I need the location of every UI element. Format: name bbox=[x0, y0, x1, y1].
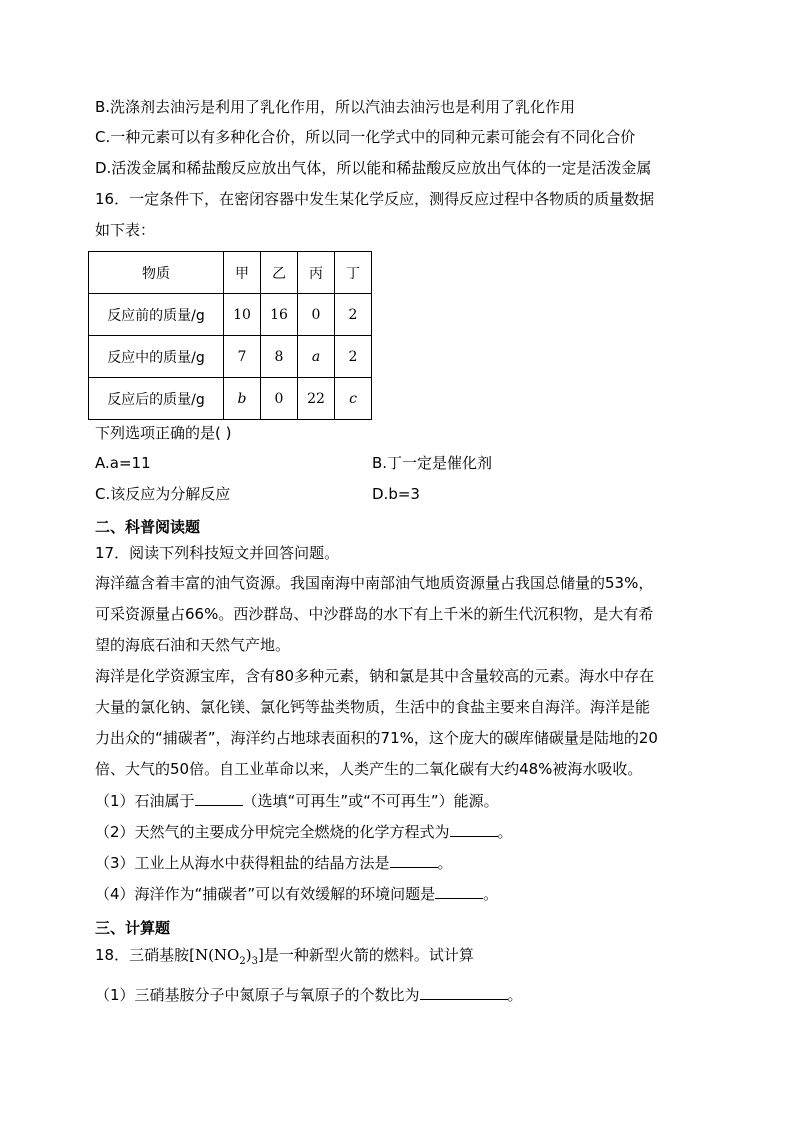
table-row bbox=[89, 378, 372, 420]
table-cell: 反应中的质量/g bbox=[89, 336, 224, 378]
table-cell: 反应后的质量/g bbox=[89, 378, 224, 420]
q17-sub4 bbox=[95, 883, 498, 904]
table-cell: 2 bbox=[335, 336, 372, 378]
q16-option-c: C.该反应为分解反应 bbox=[95, 485, 231, 503]
q17-sub3-text-end: 。 bbox=[437, 854, 453, 872]
q15-option-b: B.洗涤剂去油污是利用了乳化作用，所以汽油去油污也是利用了乳化作用 bbox=[95, 98, 576, 116]
formula-subscript: 3 bbox=[251, 956, 258, 967]
q16-mass-table bbox=[88, 251, 372, 420]
q17-sub1 bbox=[95, 790, 499, 811]
table-cell: 0 bbox=[298, 294, 335, 336]
table-cell: 22 bbox=[298, 378, 335, 420]
q17-sub1-text: （1）石油属于 bbox=[95, 792, 195, 810]
q17-sub2-text-end: 。 bbox=[497, 823, 513, 841]
q16-option-d: D.b=3 bbox=[372, 485, 420, 503]
q17-sub2-text: （2）天然气的主要成分甲烷完全燃烧的化学方程式为 bbox=[95, 823, 450, 841]
formula-subscript: 2 bbox=[239, 956, 246, 967]
table-header: 甲 bbox=[224, 252, 261, 294]
table-header: 丙 bbox=[298, 252, 335, 294]
q17-passage-line: 大量的氯化钠、氯化镁、氯化钙等盐类物质，生活中的食盐主要来自海洋。海洋是能 bbox=[95, 698, 651, 716]
q15-option-c: C.一种元素可以有多种化合价，所以同一化学式中的同种元素可能会有不同化合价 bbox=[95, 128, 636, 146]
table-cell: 16 bbox=[261, 294, 298, 336]
table-header-row bbox=[89, 252, 372, 294]
formula-part: ) bbox=[245, 946, 252, 964]
table-cell: 10 bbox=[224, 294, 261, 336]
chemical-formula bbox=[194, 946, 258, 967]
q17-passage-line: 可采资源量占66%。西沙群岛、中沙群岛的水下有上千米的新生代沉积物，是大有希 bbox=[95, 605, 654, 623]
q16-stem-line2: 如下表： bbox=[95, 221, 156, 239]
q15-option-d: D.活泼金属和稀盐酸反应放出气体，所以能和稀盐酸反应放出气体的一定是活泼金属 bbox=[95, 159, 652, 177]
q18-sub1-text-end: 。 bbox=[507, 986, 523, 1004]
table-cell: 2 bbox=[335, 294, 372, 336]
q16-prompt: 下列选项正确的是( ) bbox=[95, 424, 232, 442]
q16-option-a: A.a=11 bbox=[95, 454, 151, 472]
q17-sub3 bbox=[95, 852, 453, 873]
table-cell: 8 bbox=[261, 336, 298, 378]
q17-passage-line: 海洋蕴含着丰富的油气资源。我国南海中南部油气地质资源量占我国总储量的53%， bbox=[95, 574, 654, 592]
answer-blank[interactable] bbox=[435, 883, 483, 899]
q18-sub1-text: （1）三硝基胺分子中氮原子与氧原子的个数比为 bbox=[95, 986, 420, 1004]
q17-sub4-text: （4）海洋作为“捕碳者”可以有效缓解的环境问题是 bbox=[95, 885, 436, 903]
answer-blank[interactable] bbox=[450, 821, 498, 837]
q16-stem-line1: 16．一定条件下，在密闭容器中发生某化学反应，测得反应过程中各物质的质量数据 bbox=[95, 190, 655, 208]
answer-blank[interactable] bbox=[195, 790, 243, 806]
table-row bbox=[89, 336, 372, 378]
q17-sub1-text-end: （选填“可再生”或“不可再生”）能源。 bbox=[242, 792, 499, 810]
table-cell: 7 bbox=[224, 336, 261, 378]
table-cell: c bbox=[335, 378, 372, 420]
q17-passage-line: 倍、大气的50倍。自工业革命以来，人类产生的二氧化碳有大约48%被海水吸收。 bbox=[95, 760, 643, 778]
section-2-title: 二、科普阅读题 bbox=[95, 518, 201, 536]
q17-sub4-text-end: 。 bbox=[483, 885, 499, 903]
q17-passage-line: 力出众的“捕碳者”，海洋约占地球表面积的71%，这个庞大的碳库储碳量是陆地的20 bbox=[95, 729, 658, 747]
table-header: 物质 bbox=[89, 252, 224, 294]
table-row bbox=[89, 294, 372, 336]
q17-intro: 17．阅读下列科技短文并回答问题。 bbox=[95, 544, 340, 562]
table-header: 丁 bbox=[335, 252, 372, 294]
answer-blank[interactable] bbox=[420, 984, 508, 1000]
table-header: 乙 bbox=[261, 252, 298, 294]
q17-sub2 bbox=[95, 821, 513, 842]
table-cell: b bbox=[224, 378, 261, 420]
q18-stem bbox=[95, 945, 474, 972]
q17-passage-line: 海洋是化学资源宝库，含有80多种元素，钠和氯是其中含量较高的元素。海水中存在 bbox=[95, 667, 655, 685]
q17-passage-line: 望的海底石油和天然气产地。 bbox=[95, 636, 291, 654]
table-cell: 反应前的质量/g bbox=[89, 294, 224, 336]
answer-blank[interactable] bbox=[390, 852, 438, 868]
table-cell: 0 bbox=[261, 378, 298, 420]
q18-stem-text: 18．三硝基胺[ bbox=[95, 946, 195, 964]
section-3-title: 三、计算题 bbox=[95, 919, 171, 937]
q17-sub3-text: （3）工业上从海水中获得粗盐的结晶方法是 bbox=[95, 854, 390, 872]
table-cell: a bbox=[298, 336, 335, 378]
formula-part: N(NO bbox=[194, 946, 240, 964]
q18-stem-text-end: ]是一种新型火箭的燃料。试计算 bbox=[257, 946, 474, 964]
q16-option-b: B.丁一定是催化剂 bbox=[372, 454, 493, 472]
q18-sub1 bbox=[95, 984, 523, 1005]
